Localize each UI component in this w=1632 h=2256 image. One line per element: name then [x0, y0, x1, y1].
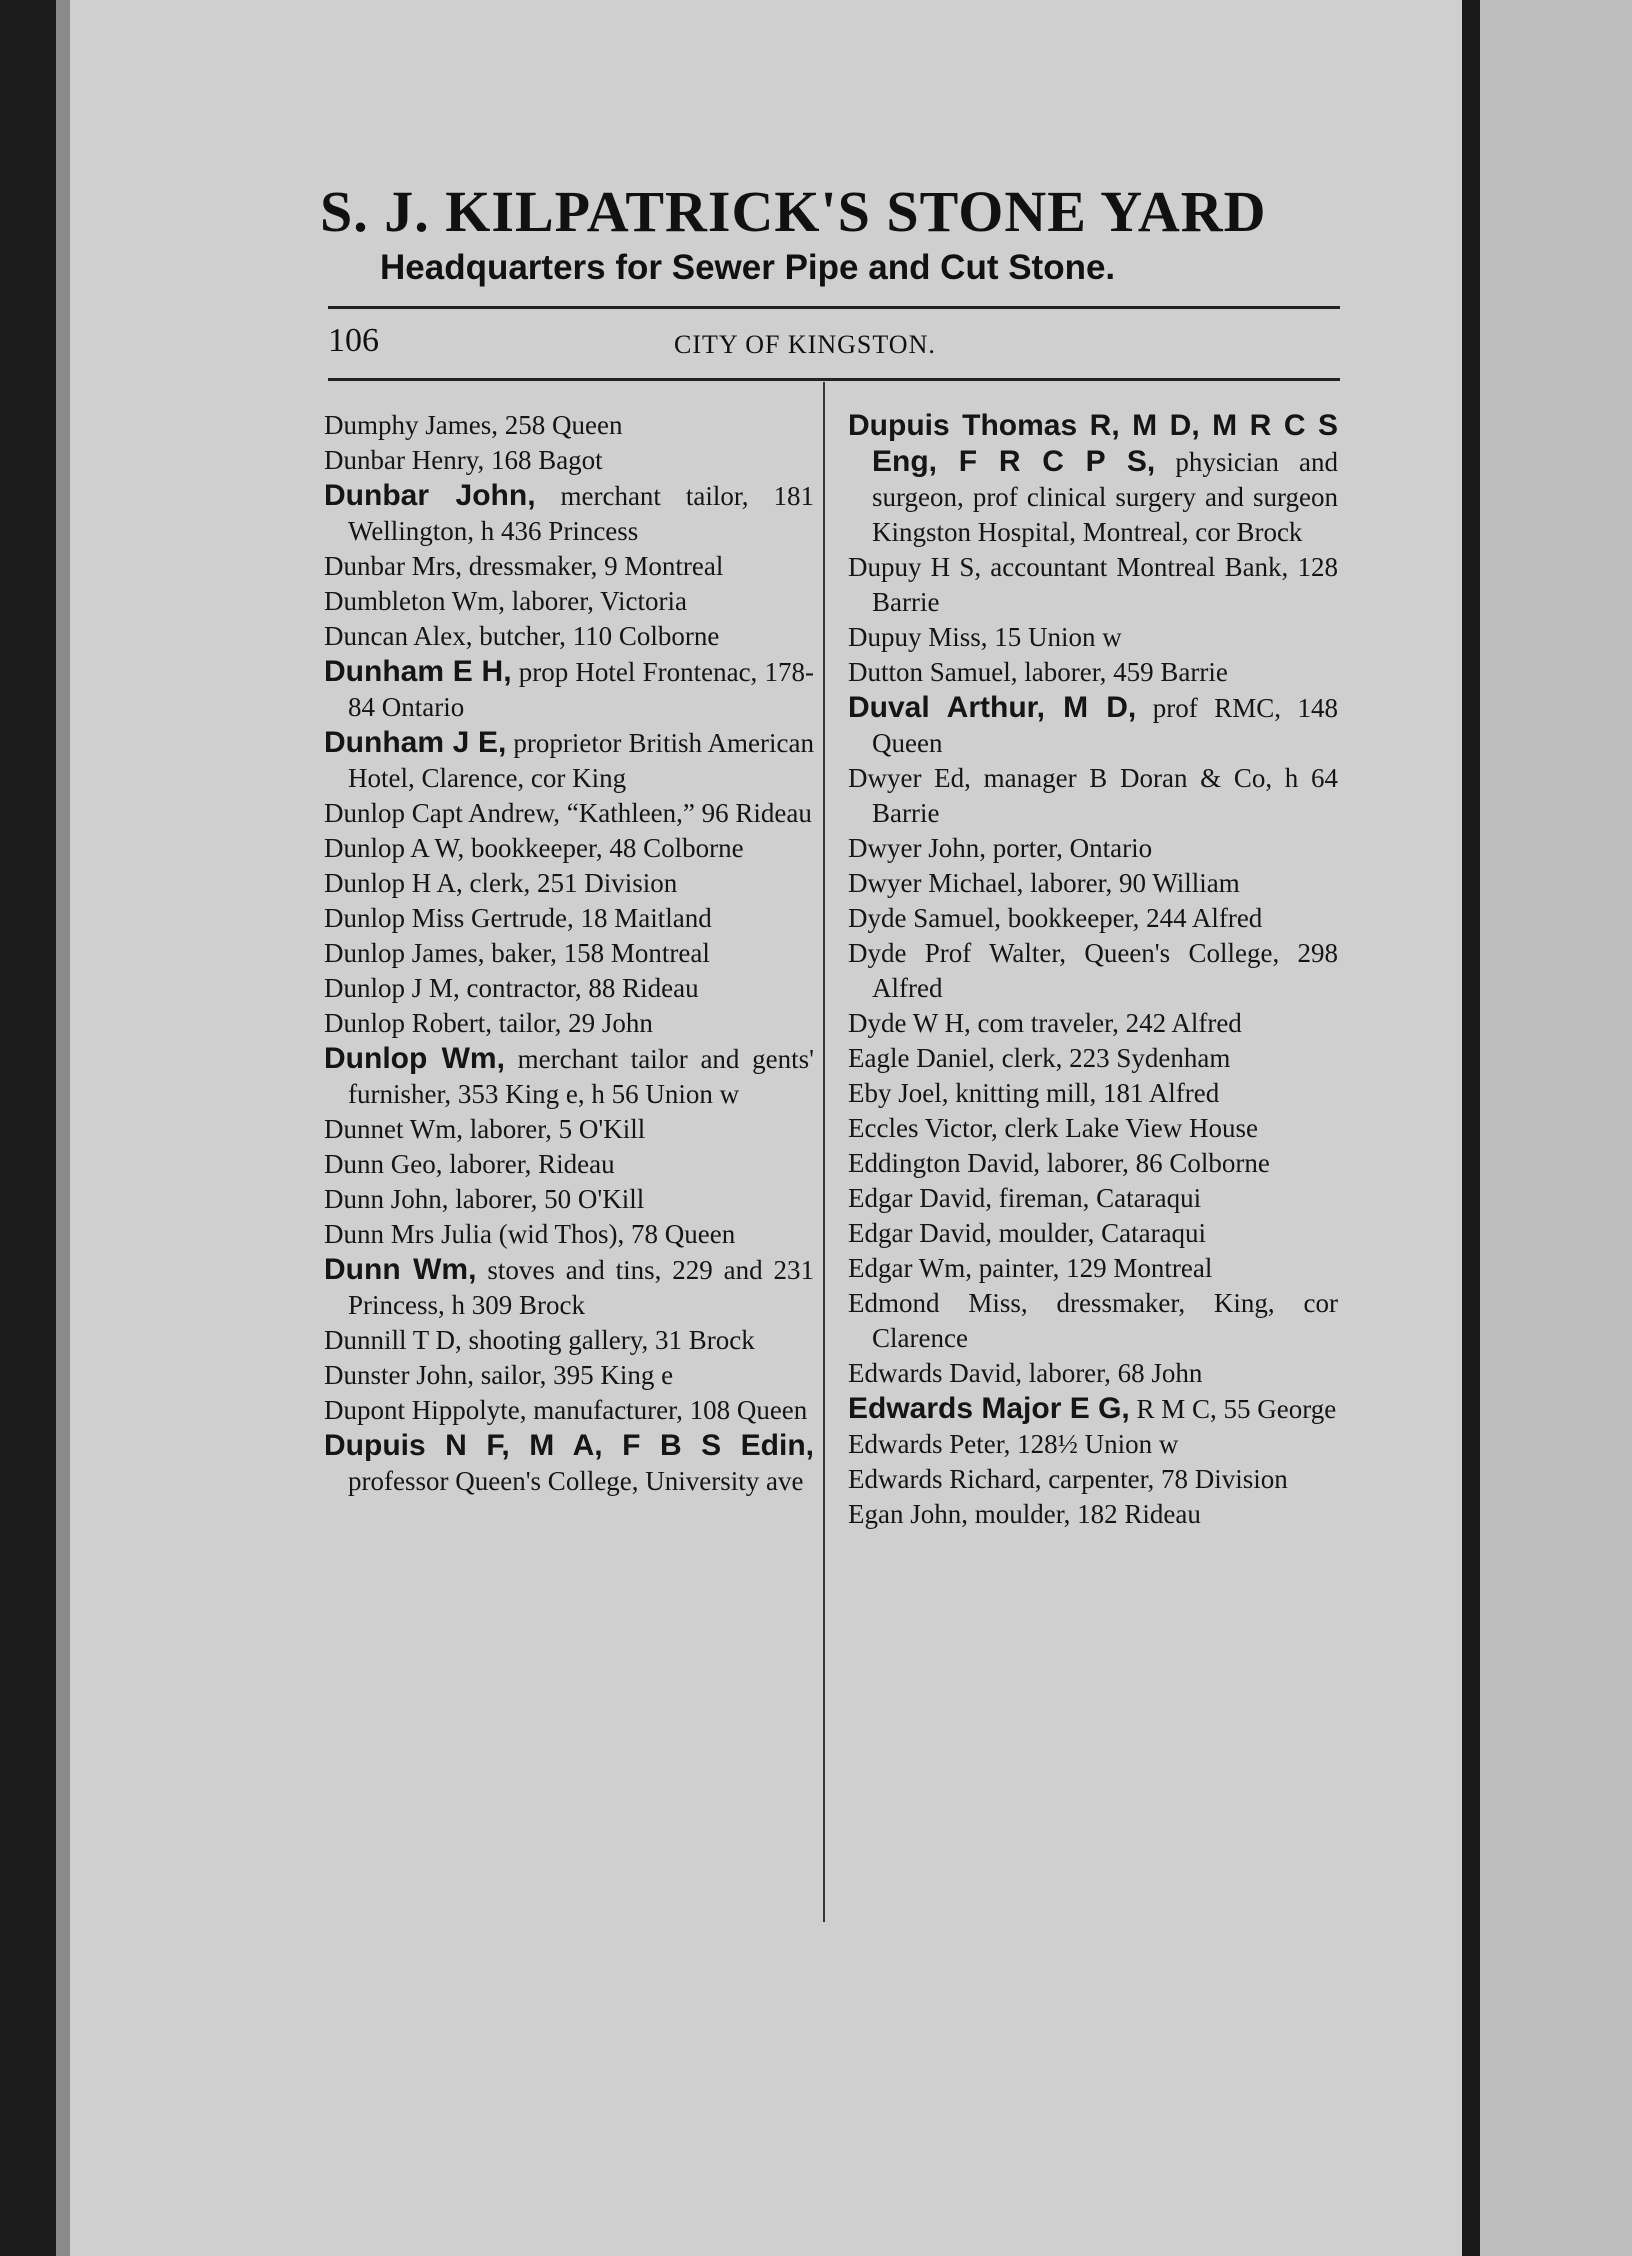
entry-text: Dunlop A W, bookkeeper, 48 Colborne [324, 833, 744, 863]
directory-entry [848, 1181, 1338, 1216]
directory-entry [324, 866, 814, 901]
page-edge-left-inner [56, 0, 70, 2256]
advertisement-title: S. J. KILPATRICK'S STONE YARD [320, 179, 1267, 244]
directory-entry [324, 1147, 814, 1182]
entry-text: Dunlop J M, contractor, 88 Rideau [324, 973, 699, 1003]
book-spine [1462, 0, 1480, 2256]
directory-entry [848, 1146, 1338, 1181]
entry-name-bold: Dupuis Thomas R, M D, M R C S Eng, F R C P S, [848, 409, 1338, 478]
entry-text: Eddington David, laborer, 86 Colborne [848, 1148, 1270, 1178]
page-number: 106 [328, 322, 379, 359]
directory-entry [324, 1112, 814, 1147]
directory-entry [848, 1286, 1338, 1356]
directory-entry [848, 901, 1338, 936]
entry-text: Dunnill T D, shooting gallery, 31 Brock [324, 1325, 755, 1355]
directory-entry [324, 478, 814, 549]
entry-text: Edwards Peter, 128½ Union w [848, 1429, 1179, 1459]
entry-text: Dwyer Ed, manager B Doran & Co, h 64 Barrie [848, 763, 1338, 828]
entry-text: Dunn Mrs Julia (wid Thos), 78 Queen [324, 1219, 736, 1249]
directory-entry [848, 866, 1338, 901]
entry-text: physician and surgeon, prof clinical surgery and surgeon Kingston Hospital, Montreal, cor Brock [872, 447, 1338, 547]
entry-text: Edgar David, moulder, Cataraqui [848, 1218, 1207, 1248]
entry-name-bold: Dunham E H, [324, 655, 512, 688]
directory-entry [324, 549, 814, 584]
header-rule-bottom [328, 378, 1340, 381]
entry-text: Dwyer John, porter, Ontario [848, 833, 1153, 863]
directory-entry [324, 1393, 814, 1428]
entry-text: Eagle Daniel, clerk, 223 Sydenham [848, 1043, 1231, 1073]
entry-text: Dumbleton Wm, laborer, Victoria [324, 586, 687, 616]
directory-entry [848, 1251, 1338, 1286]
entry-text: Dunster John, sailor, 395 King e [324, 1360, 674, 1390]
entry-text: prof RMC, 148 Queen [872, 693, 1338, 758]
directory-entry [324, 1323, 814, 1358]
entry-text: proprietor British American Hotel, Clarence, cor King [348, 728, 814, 793]
directory-entry [324, 1358, 814, 1393]
directory-entry [848, 1041, 1338, 1076]
directory-entry [848, 761, 1338, 831]
directory-entry [324, 901, 814, 936]
directory-entry [848, 1497, 1338, 1532]
directory-entry [848, 1216, 1338, 1251]
entry-text: Dyde Prof Walter, Queen's College, 298 Alfred [848, 938, 1338, 1003]
column-divider [823, 382, 825, 1922]
entry-text: Dupuy Miss, 15 Union w [848, 622, 1122, 652]
directory-entry [848, 655, 1338, 690]
entry-text: Dunlop Miss Gertrude, 18 Maitland [324, 903, 712, 933]
entry-text: stoves and tins, 229 and 231 Princess, h 309 Brock [348, 1255, 814, 1320]
facing-page-edge [1480, 0, 1632, 2256]
entry-text: R M C, 55 George [1129, 1394, 1337, 1424]
directory-entry [848, 620, 1338, 655]
directory-entry [324, 831, 814, 866]
right-column [848, 408, 1338, 1532]
entry-text: merchant tailor and gents' furnisher, 353 King e, h 56 Union w [348, 1044, 814, 1109]
entry-text: Egan John, moulder, 182 Rideau [848, 1499, 1201, 1529]
entry-name-bold: Dupuis N F, M A, F B S Edin, [324, 1429, 814, 1462]
directory-entry [848, 550, 1338, 620]
entry-name-bold: Dunham J E, [324, 726, 507, 759]
directory-entry [324, 796, 814, 831]
directory-entry [848, 1462, 1338, 1497]
entry-name-bold: Dunlop Wm, [324, 1042, 505, 1075]
directory-entry [848, 936, 1338, 1006]
directory-entry [324, 725, 814, 796]
directory-entry [324, 1182, 814, 1217]
entry-text: Dyde Samuel, bookkeeper, 244 Alfred [848, 903, 1263, 933]
entry-text: prop Hotel Frontenac, 178-84 Ontario [348, 657, 814, 722]
entry-text: Dwyer Michael, laborer, 90 William [848, 868, 1240, 898]
directory-entry [324, 1006, 814, 1041]
directory-entry [848, 1076, 1338, 1111]
directory-entry [324, 619, 814, 654]
entry-name-bold: Dunbar John, [324, 479, 536, 512]
directory-entry [848, 1391, 1338, 1427]
entry-text: Dumphy James, 258 Queen [324, 410, 623, 440]
running-head: CITY OF KINGSTON. [674, 330, 936, 359]
directory-entry [324, 1252, 814, 1323]
entry-text: Dupuy H S, accountant Montreal Bank, 128 Barrie [848, 552, 1338, 617]
entry-text: Dunn Geo, laborer, Rideau [324, 1149, 615, 1179]
directory-entry [848, 1006, 1338, 1041]
entry-text: professor Queen's College, University ave [348, 1466, 804, 1496]
entry-text: Dutton Samuel, laborer, 459 Barrie [848, 657, 1228, 687]
directory-entry [324, 1041, 814, 1112]
entry-name-bold: Edwards Major E G, [848, 1392, 1130, 1425]
entry-text: Duncan Alex, butcher, 110 Colborne [324, 621, 720, 651]
directory-entry [848, 1427, 1338, 1462]
entry-text: Dunlop James, baker, 158 Montreal [324, 938, 710, 968]
directory-entry [848, 1111, 1338, 1146]
entry-text: Dunbar Mrs, dressmaker, 9 Montreal [324, 551, 724, 581]
directory-entry [848, 831, 1338, 866]
advertisement-subtitle: Headquarters for Sewer Pipe and Cut Stone. [380, 248, 1116, 287]
entry-text: merchant tailor, 181 Wellington, h 436 Princess [348, 481, 814, 546]
directory-entry [324, 408, 814, 443]
entry-text: Edgar David, fireman, Cataraqui [848, 1183, 1202, 1213]
entry-text: Edmond Miss, dressmaker, King, cor Clarence [848, 1288, 1338, 1353]
directory-entry [848, 408, 1338, 550]
entry-text: Dyde W H, com traveler, 242 Alfred [848, 1008, 1242, 1038]
directory-entry [848, 690, 1338, 761]
directory-entry [324, 971, 814, 1006]
entry-text: Edwards Richard, carpenter, 78 Division [848, 1464, 1288, 1494]
entry-text: Dunnet Wm, laborer, 5 O'Kill [324, 1114, 646, 1144]
entry-text: Dunlop Capt Andrew, “Kathleen,” 96 Rideau [324, 798, 812, 828]
left-column [324, 408, 814, 1499]
directory-entry [848, 1356, 1338, 1391]
entry-text: Dupont Hippolyte, manufacturer, 108 Queen [324, 1395, 808, 1425]
entry-text: Eby Joel, knitting mill, 181 Alfred [848, 1078, 1220, 1108]
entry-text: Dunn John, laborer, 50 O'Kill [324, 1184, 645, 1214]
entry-text: Eccles Victor, clerk Lake View House [848, 1113, 1259, 1143]
directory-entry [324, 1217, 814, 1252]
entry-name-bold: Duval Arthur, M D, [848, 691, 1137, 724]
header-rule-top [328, 306, 1340, 309]
directory-entry [324, 654, 814, 725]
directory-entry [324, 443, 814, 478]
entry-text: Dunbar Henry, 168 Bagot [324, 445, 603, 475]
directory-entry [324, 1428, 814, 1499]
entry-text: Edwards David, laborer, 68 John [848, 1358, 1203, 1388]
entry-text: Dunlop Robert, tailor, 29 John [324, 1008, 653, 1038]
entry-text: Edgar Wm, painter, 129 Montreal [848, 1253, 1213, 1283]
directory-entry [324, 936, 814, 971]
entry-name-bold: Dunn Wm, [324, 1253, 477, 1286]
entry-text: Dunlop H A, clerk, 251 Division [324, 868, 678, 898]
directory-entry [324, 584, 814, 619]
